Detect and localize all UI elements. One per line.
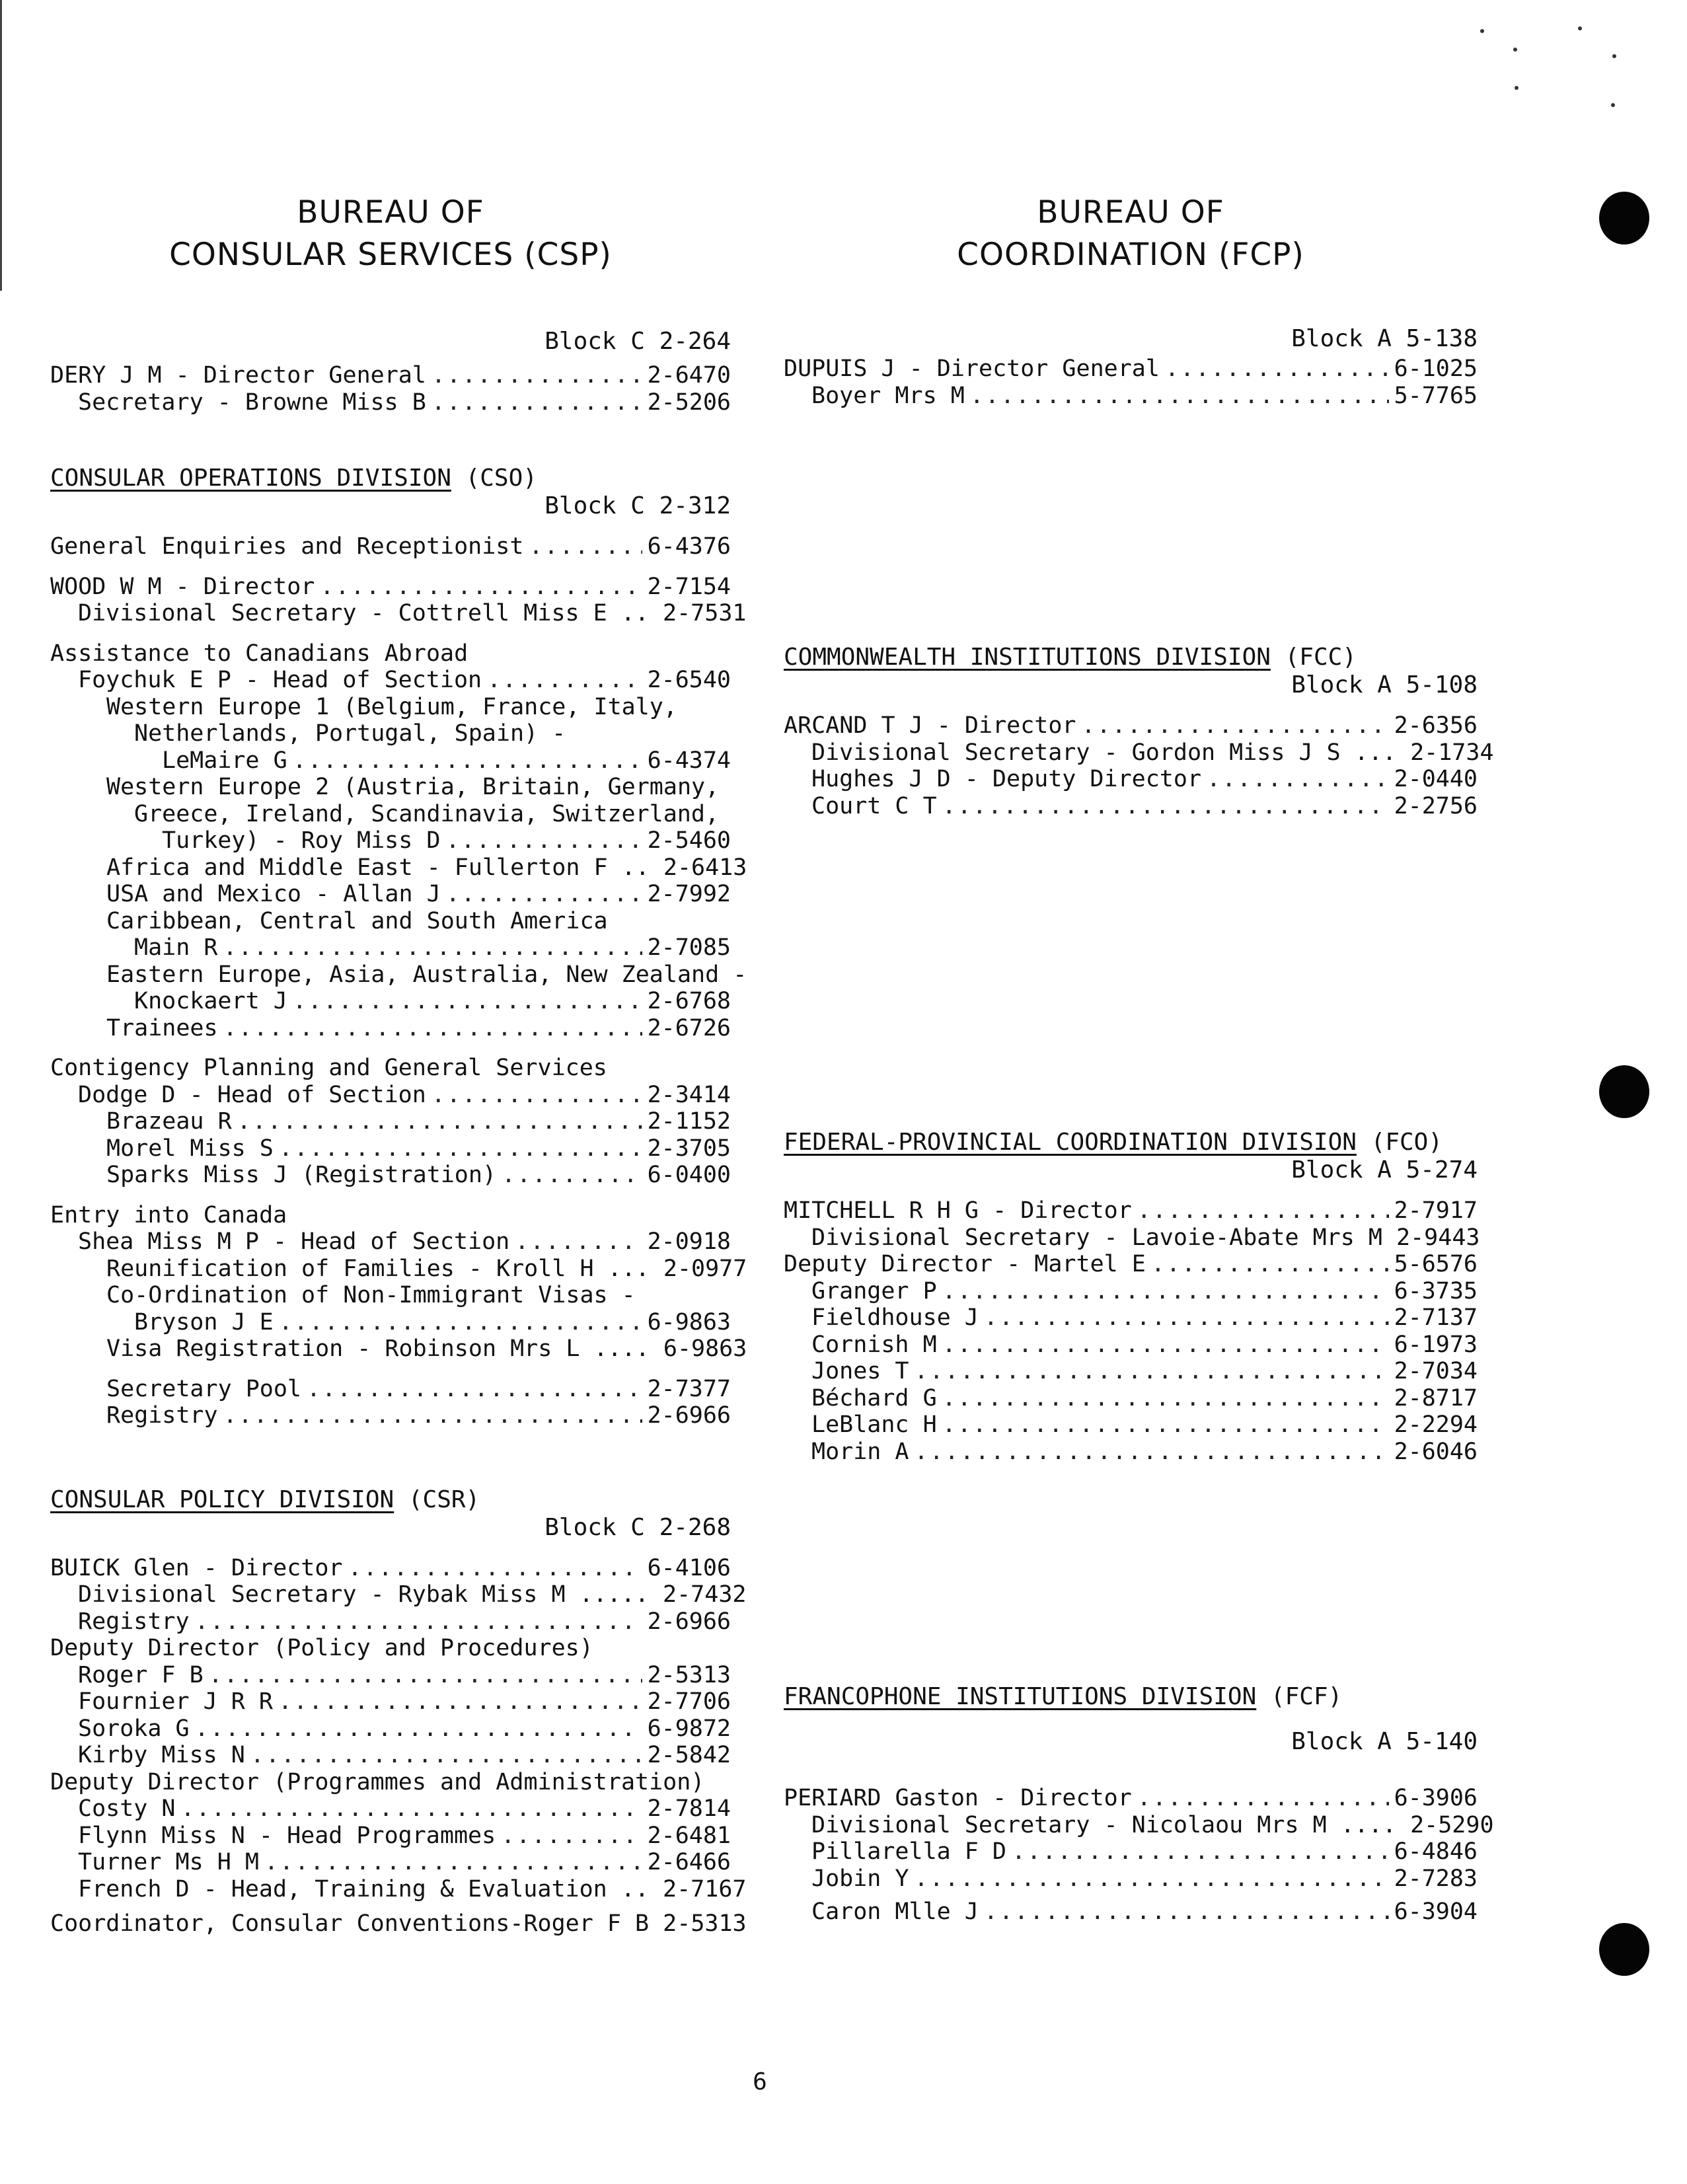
directory-entry — [784, 766, 1478, 793]
entry-name: Shea Miss M P - Head of Section — [78, 1228, 510, 1255]
scan-speck — [1578, 26, 1582, 30]
section-heading — [50, 1202, 731, 1229]
entry-name: Visa Registration - Robinson Mrs L .... — [106, 1336, 650, 1362]
entry-extension: 2-6481 — [647, 1822, 731, 1849]
entry-name: Morin A — [811, 1438, 909, 1465]
block-location: Block A 5-274 — [1291, 1156, 1478, 1184]
directory-entry — [784, 1785, 1478, 1812]
directory-entry — [784, 1332, 1478, 1359]
entry-extension: 2-6966 — [647, 1402, 731, 1429]
entry-name: Granger P — [811, 1277, 937, 1304]
entry-extension: 2-3705 — [647, 1135, 731, 1162]
entry-name: Main R — [134, 934, 218, 961]
entry-name: Trainees — [106, 1014, 218, 1041]
entry-name: Béchard G — [811, 1384, 937, 1412]
entry-name: LeMaire G — [162, 747, 287, 774]
block-location: Block A 5-140 — [1291, 1728, 1478, 1755]
block-location: Block C 2-264 — [544, 328, 731, 355]
entry-name: Hughes J D - Deputy Director — [811, 766, 1202, 792]
entry-extension: 2-3414 — [647, 1081, 731, 1108]
entry-extension: 2-5842 — [647, 1742, 731, 1768]
entry-extension: 2-2294 — [1394, 1412, 1478, 1438]
directory-entry — [784, 1838, 1478, 1865]
section-heading — [50, 640, 731, 667]
entry-extension: 2-6470 — [647, 362, 731, 389]
directory-entry — [784, 1412, 1478, 1439]
directory-entry — [784, 1304, 1478, 1332]
directory-entry — [784, 1224, 1478, 1252]
entry-name: Divisional Secretary - Lavoie-Abate Mrs M — [811, 1224, 1382, 1251]
entry-extension: 2-5460 — [647, 827, 731, 854]
entry-name: Soroka G — [78, 1715, 190, 1742]
entry-extension: 2-6046 — [1394, 1438, 1478, 1465]
entry-extension: 2-7377 — [647, 1375, 731, 1402]
bureau-top-entries — [50, 362, 731, 416]
binder-hole — [1599, 1065, 1649, 1118]
directory-entry — [784, 383, 1478, 410]
entry-name: Jobin Y — [811, 1865, 909, 1892]
directory-entry — [50, 1135, 731, 1162]
entry-continuation — [50, 774, 731, 801]
entry-extension: 2-9443 — [1396, 1224, 1480, 1251]
directory-entry — [784, 1278, 1478, 1305]
block-location: Block A 5-108 — [1291, 671, 1478, 698]
directory-entry — [784, 1439, 1478, 1466]
entry-extension: 2-7814 — [647, 1795, 731, 1822]
division-heading-fcf — [784, 1683, 1478, 1711]
directory-entry — [50, 574, 731, 601]
entry-name: Morel Miss S — [106, 1135, 274, 1162]
directory-entry — [784, 1197, 1478, 1224]
directory-entry — [50, 1309, 731, 1336]
entry-extension: 2-7034 — [1394, 1358, 1478, 1384]
directory-entry — [50, 1162, 731, 1189]
division-code: (FCF) — [1270, 1683, 1343, 1710]
division-heading-fco — [784, 1129, 1478, 1156]
directory-entry — [50, 1849, 731, 1876]
entry-extension: 2-6966 — [647, 1608, 731, 1635]
entry-extension: 6-9863 — [647, 1308, 731, 1336]
entry-name: Secretary Pool — [106, 1375, 302, 1402]
directory-entry — [50, 389, 731, 416]
entry-extension: 2-6413 — [663, 854, 747, 881]
directory-entry — [784, 1865, 1478, 1893]
entry-name: MITCHELL R H G - Director — [784, 1197, 1132, 1224]
directory-entry — [50, 1082, 731, 1109]
entry-extension: 2-6540 — [647, 667, 731, 693]
bureau-heading-fcp — [784, 192, 1478, 276]
entry-extension: 6-4374 — [647, 747, 731, 774]
directory-entry — [50, 1742, 731, 1769]
entry-extension: 2-1734 — [1410, 739, 1494, 766]
entry-name: DERY J M - Director General — [50, 362, 426, 389]
entry-text: Western Europe 1 (Belgium, France, Italy, — [106, 693, 677, 720]
entry-extension: 2-1152 — [647, 1108, 731, 1135]
division-code: (CSO) — [465, 465, 537, 492]
entry-extension: 2-7432 — [663, 1581, 747, 1608]
directory-entry — [50, 1910, 747, 1938]
entry-name: Reunification of Families - Kroll H ... — [106, 1255, 650, 1282]
directory-entry — [50, 600, 747, 627]
directory-entry — [784, 1385, 1478, 1412]
entry-name: Divisional Secretary - Cottrell Miss E .. — [78, 600, 649, 626]
entry-name: Secretary - Browne Miss B — [78, 389, 426, 416]
entry-name: DUPUIS J - Director General — [784, 356, 1160, 382]
directory-entry — [50, 854, 747, 882]
entry-name: Turkey) - Roy Miss D — [162, 827, 441, 854]
entry-name: Boyer Mrs M — [811, 382, 965, 409]
entry-text: Co-Ordination of Non-Immigrant Visas - — [106, 1282, 636, 1308]
entry-name: Caron Mlle J — [811, 1899, 979, 1925]
entry-extension: 6-9872 — [647, 1715, 731, 1742]
directory-entry — [784, 739, 1494, 767]
bureau-title-line2: CONSULAR SERVICES (CSP) — [169, 237, 612, 273]
entry-extension: 2-7137 — [1394, 1304, 1478, 1331]
entry-extension: 2-5290 — [1410, 1811, 1494, 1838]
entry-continuation — [50, 961, 747, 989]
scan-speck — [1480, 29, 1484, 33]
directory-entry — [50, 1336, 747, 1363]
directory-entry — [50, 1376, 731, 1403]
entry-text: Caribbean, Central and South America — [106, 907, 608, 934]
entry-continuation — [50, 720, 731, 747]
directory-entry — [50, 1555, 731, 1582]
directory-entry — [784, 712, 1478, 739]
division-heading-fcc — [784, 644, 1478, 671]
entry-name: Foychuk E P - Head of Section — [78, 667, 482, 693]
entry-extension: 2-8717 — [1394, 1384, 1478, 1412]
directory-entry — [784, 1899, 1478, 1926]
directory-entry — [50, 934, 731, 961]
scan-speck — [1612, 54, 1616, 58]
entry-name: French D - Head, Training & Evaluation .. — [78, 1875, 649, 1902]
entry-extension: 2-6356 — [1394, 712, 1478, 739]
entry-extension: 6-3906 — [1394, 1785, 1478, 1811]
bureau-title-line1: BUREAU OF — [297, 194, 484, 231]
entry-name: Divisional Secretary - Gordon Miss J S ... — [811, 739, 1397, 766]
entry-extension: 6-1025 — [1394, 356, 1478, 382]
entry-name: WOOD W M - Director — [50, 573, 315, 600]
entry-extension: 2-7167 — [663, 1875, 747, 1902]
entry-extension: 2-7706 — [647, 1688, 731, 1715]
entry-name: Registry — [106, 1402, 218, 1429]
entry-extension: 2-7154 — [647, 573, 731, 600]
entry-name: Flynn Miss N - Head Programmes — [78, 1822, 496, 1849]
entry-extension: 2-0918 — [647, 1228, 731, 1255]
entry-name: Fieldhouse J — [811, 1304, 979, 1331]
directory-entry — [50, 1795, 731, 1823]
entry-extension: 2-7283 — [1394, 1865, 1478, 1892]
directory-entry — [784, 1811, 1494, 1839]
directory-entry — [50, 1108, 731, 1135]
directory-entry — [50, 1715, 731, 1743]
entry-continuation — [50, 908, 731, 935]
directory-entry — [50, 362, 731, 389]
entry-extension: 2-5313 — [647, 1661, 731, 1688]
entry-extension: 2-7531 — [663, 600, 747, 626]
section-title: Deputy Director (Policy and Procedures) — [50, 1635, 593, 1661]
directory-entry — [50, 1581, 747, 1608]
directory-entry — [784, 1251, 1478, 1278]
scan-speck — [1515, 86, 1518, 90]
entry-name: Divisional Secretary - Nicolaou Mrs M .... — [811, 1811, 1397, 1838]
entry-name: General Enquiries and Receptionist — [50, 533, 524, 560]
entry-extension: 6-4106 — [647, 1554, 731, 1581]
entry-text: Eastern Europe, Asia, Australia, New Zealand - — [106, 961, 747, 988]
directory-entry — [50, 1228, 731, 1256]
directory-entry — [50, 667, 731, 694]
directory-entry — [50, 881, 731, 908]
division-title: CONSULAR OPERATIONS DIVISION — [50, 465, 451, 492]
entry-name: Divisional Secretary - Rybak Miss M ..... — [78, 1581, 649, 1608]
left-column — [50, 192, 747, 1938]
entry-name: Pillarella F D — [811, 1838, 1007, 1865]
entry-extension: 6-3735 — [1394, 1277, 1478, 1304]
section-heading — [50, 1055, 731, 1082]
directory-entry — [50, 1662, 731, 1689]
entry-name: Fournier J R R — [78, 1688, 274, 1715]
section-heading — [50, 1635, 731, 1662]
section-title: Assistance to Canadians Abroad — [50, 640, 469, 667]
entry-name: Brazeau R — [106, 1108, 232, 1135]
entry-extension: 6-0400 — [647, 1162, 731, 1188]
entry-name: Court C T — [811, 792, 937, 819]
bureau-title-line2: COORDINATION (FCP) — [957, 237, 1304, 273]
entry-name: BUICK Glen - Director — [50, 1554, 343, 1581]
division-title: FRANCOPHONE INSTITUTIONS DIVISION — [784, 1683, 1257, 1710]
directory-entry — [784, 793, 1478, 820]
directory-entry — [50, 1823, 731, 1850]
entry-extension: 2-2756 — [1394, 792, 1478, 819]
entry-name: Jones T — [811, 1358, 909, 1384]
division-heading-csr — [50, 1486, 731, 1514]
directory-entry — [784, 356, 1478, 383]
division-title: CONSULAR POLICY DIVISION — [50, 1486, 394, 1513]
directory-entry — [50, 747, 731, 774]
entry-text: Greece, Ireland, Scandinavia, Switzerland, — [134, 800, 720, 827]
scan-speck — [1611, 103, 1615, 107]
entry-name: Kirby Miss N — [78, 1742, 245, 1768]
entry-name: Cornish M — [811, 1331, 937, 1358]
entry-extension: 2-7992 — [647, 881, 731, 907]
entry-name: USA and Mexico - Allan J — [106, 881, 441, 907]
entry-extension: 6-4376 — [647, 533, 731, 560]
binder-hole — [1599, 1923, 1649, 1976]
directory-entry — [50, 1402, 731, 1429]
directory-entry — [50, 533, 731, 560]
bureau-heading-csp — [50, 192, 731, 276]
entry-name: Knockaert J — [134, 988, 287, 1014]
division-title: COMMONWEALTH INSTITUTIONS DIVISION — [784, 644, 1271, 671]
entry-name: PERIARD Gaston - Director — [784, 1785, 1132, 1811]
directory-entry — [50, 1255, 747, 1283]
entry-extension: 2-6768 — [647, 988, 731, 1014]
entry-extension: 2-0977 — [663, 1255, 747, 1282]
binder-hole — [1599, 192, 1649, 245]
section-title: Contigency Planning and General Services — [50, 1055, 607, 1081]
bureau-title-line1: BUREAU OF — [1037, 194, 1224, 231]
page-number: 6 — [753, 2068, 767, 2095]
entry-extension: 2-7917 — [1394, 1197, 1478, 1224]
block-location: Block C 2-312 — [544, 492, 731, 519]
entry-extension: 6-9863 — [663, 1336, 747, 1362]
division-code: (CSR) — [408, 1486, 480, 1513]
entry-name: Sparks Miss J (Registration) — [106, 1162, 497, 1188]
entry-name: Dodge D - Head of Section — [78, 1081, 426, 1108]
directory-entry — [50, 1015, 731, 1042]
entry-name: Costy N — [78, 1795, 176, 1822]
entry-extension: 6-1973 — [1394, 1331, 1478, 1358]
entry-continuation — [50, 1282, 731, 1309]
entry-extension: 5-6576 — [1394, 1251, 1478, 1277]
section-title: Entry into Canada — [50, 1201, 287, 1228]
entry-name: ARCAND T J - Director — [784, 712, 1076, 739]
entry-name: Africa and Middle East - Fullerton F .. — [106, 854, 650, 881]
section-heading — [50, 1769, 731, 1796]
scan-speck — [1513, 48, 1517, 52]
entry-name: Deputy Director - Martel E — [784, 1251, 1146, 1277]
block-location: Block A 5-138 — [1291, 325, 1478, 352]
directory-entry — [784, 1358, 1478, 1385]
division-title: FEDERAL-PROVINCIAL COORDINATION DIVISION — [784, 1129, 1357, 1156]
scan-edge-mark — [0, 0, 2, 291]
division-heading-cso — [50, 465, 731, 492]
directory-entry — [50, 988, 731, 1015]
directory-entry — [50, 827, 731, 854]
right-column — [784, 192, 1494, 1926]
entry-extension: 5-7765 — [1394, 382, 1478, 409]
entry-extension: 2-0440 — [1394, 766, 1478, 792]
entry-name: Turner Ms H M — [78, 1849, 259, 1875]
entry-extension: 2-6726 — [647, 1014, 731, 1041]
entry-name: Registry — [78, 1608, 190, 1635]
entry-continuation — [50, 694, 731, 721]
entry-text: Western Europe 2 (Austria, Britain, Germany, — [106, 774, 720, 800]
directory-entry — [50, 1608, 731, 1636]
entry-name: LeBlanc H — [811, 1412, 937, 1438]
entry-extension: 2-6466 — [647, 1849, 731, 1875]
entry-extension: 2-5313 — [663, 1910, 747, 1937]
entry-continuation — [50, 801, 731, 828]
division-code: (FCC) — [1285, 644, 1357, 671]
directory-entry — [50, 1875, 747, 1903]
entry-extension: 2-7085 — [647, 934, 731, 961]
entry-extension: 6-4846 — [1394, 1838, 1478, 1865]
entry-extension: 6-3904 — [1394, 1899, 1478, 1925]
block-location: Block C 2-268 — [544, 1513, 731, 1541]
section-title: Deputy Director (Programmes and Administration) — [50, 1768, 705, 1795]
entry-extension: 2-5206 — [647, 389, 731, 416]
entry-name: Coordinator, Consular Conventions-Roger F B — [50, 1910, 650, 1937]
entry-text: Netherlands, Portugal, Spain) - — [134, 720, 566, 747]
directory-entry — [50, 1688, 731, 1715]
entry-name: Bryson J E — [134, 1308, 274, 1336]
entry-name: Roger F B — [78, 1661, 204, 1688]
division-code: (FCO) — [1370, 1129, 1443, 1156]
